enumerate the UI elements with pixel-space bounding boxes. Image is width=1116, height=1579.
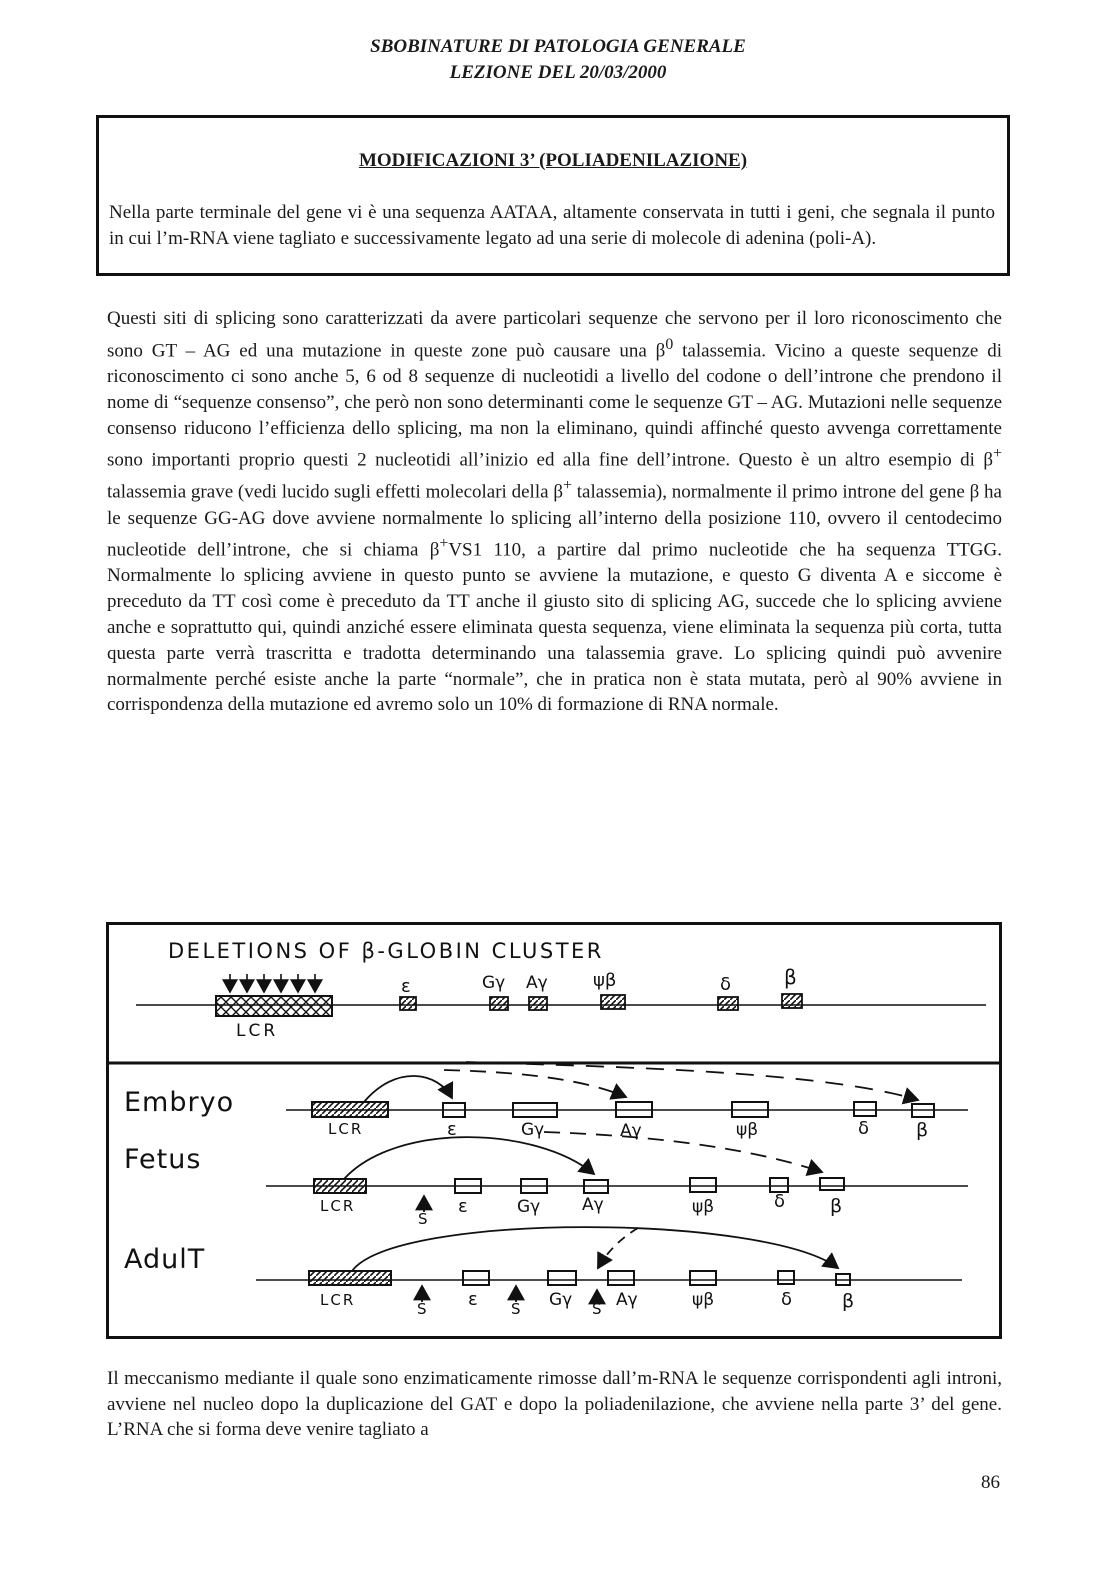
adult-ggamma-label: Gγ — [549, 1290, 573, 1310]
adult-delta-box — [778, 1271, 794, 1284]
top-beta-label: β — [784, 965, 797, 989]
embryo-beta-label: β — [916, 1119, 929, 1141]
top-epsilon-box — [400, 997, 416, 1010]
adult-delta-label: δ — [781, 1289, 793, 1310]
embryo-epsilon-label: ε — [447, 1119, 457, 1140]
adult-psibeta-box — [690, 1271, 716, 1285]
fetus-ggamma-label: Gγ — [517, 1197, 541, 1217]
adult-arrow-gamma — [598, 1228, 638, 1268]
fetus-delta-box — [770, 1178, 788, 1192]
hypersensitive-arrows — [230, 974, 315, 992]
top-epsilon-label: ε — [401, 976, 411, 997]
embryo-arrow-agamma — [444, 1070, 626, 1097]
fetus-lcr-label: LCR — [320, 1197, 356, 1215]
paragraph-meccanismo: Il meccanismo mediante il quale sono enzimaticamente rimosse dall’m-RNA le sequenze corrispondenti agli introni, avviene nel nucleo dopo la duplicazione del GAT e dopo la poliadenilazione, che avviene nella parte 3’ del gene. L’RNA che si forma deve venire tagliato a — [107, 1368, 1002, 1440]
fetus-arrow-beta — [544, 1132, 822, 1172]
embryo-delta-box — [854, 1102, 876, 1116]
fetus-psibeta-box — [690, 1178, 716, 1192]
p1-sup-1: 0 — [665, 335, 674, 353]
adult-arrow-beta — [352, 1227, 838, 1271]
top-psibeta-label: ψβ — [593, 970, 617, 991]
top-psibeta-box — [601, 995, 625, 1009]
figure-title: DELETIONS OF β-GLOBIN CLUSTER — [168, 939, 604, 963]
embryo-psibeta-label: ψβ — [736, 1120, 759, 1140]
top-ggamma-label: Gγ — [482, 973, 506, 993]
embryo-delta-label: δ — [858, 1118, 870, 1139]
fetus-beta-box — [820, 1178, 844, 1190]
p1-text-5: VS1 110, a partire dal primo nucleotide che ha sequenza TTGG. Normalmente lo splicing avviene in questo punto se avviene la mutazione, e questo G diventa A e siccome è preceduto da TT così come è preceduto da TT anche il giusto sito di splicing AG, succede che lo splicing avviene anche e soprattutto qui, quindi anziché essere eliminata questa sequenza, viene eliminata la sequenza più corta, tutta questa parte verrà trascritta e tradotta determinando una talassemia grave. Lo splicing quindi può avvenire normalmente perché esiste anche la parte “normale”, che in pratica non è stata mutata, però al 90% avviene in corrispondenza della mutazione ed avremo solo un 10% di formazione di RNA normale. — [107, 539, 1002, 716]
adult-epsilon-label: ε — [468, 1289, 478, 1310]
box-text: Nella parte terminale del gene vi è una sequenza AATAA, altamente conservata in tutti i geni, che segnala il punto in cui l’m-RNA viene tagliato e successivamente legato ad una serie di molecole di adenina (poli-A). — [109, 202, 995, 249]
top-delta-label: δ — [720, 974, 732, 995]
embryo-ggamma-label: Gγ — [521, 1120, 545, 1140]
p1-sup-2: + — [993, 445, 1002, 463]
fetus-delta-label: δ — [774, 1191, 786, 1212]
embryo-lcr-box — [312, 1102, 388, 1117]
p1-text-2: talassemia. Vicino a queste sequenze di riconoscimento ci sono anche 5, 6 od 8 sequenze di nucleotidi a livello del codone o dell’introne che prendono il nome di “sequenze consenso”, che però non sono determinanti come le sequenze GT – AG. Mutazioni nelle sequenze consenso riducono l’efficienza dello splicing, ma non la eliminano, quindi affinché questo avvenga correttamente sono importanti proprio questi 2 nucleotidi all’inizio ed alla fine dell’introne. Questo è un altro esempio di β — [107, 340, 1003, 471]
fetus-epsilon-label: ε — [458, 1196, 468, 1217]
adult-agamma-label: Aγ — [616, 1290, 638, 1310]
header-date: LEZIONE DEL 20/03/2000 — [449, 62, 667, 83]
adult-epsilon-box — [463, 1271, 489, 1285]
p1-text-1: Questi siti di splicing sono caratterizzati da avere particolari sequenze che servono per il loro riconoscimento che sono GT – AG ed una mutazione in queste zone può causare una β — [107, 308, 1002, 362]
p1-text-3: talassemia grave (vedi lucido sugli effetti molecolari della β — [107, 481, 564, 503]
row-label-adult: AdulT — [124, 1244, 206, 1275]
adult-s-label-2: S — [511, 1300, 521, 1318]
top-ggamma-box — [490, 997, 508, 1010]
adult-lcr-label: LCR — [320, 1291, 356, 1309]
box-title: MODIFICAZIONI 3’ (POLIADENILAZIONE) — [358, 150, 748, 171]
fetus-psibeta-label: ψβ — [692, 1197, 715, 1217]
beta-globin-figure — [106, 922, 1002, 1339]
adult-agamma-box — [608, 1271, 634, 1285]
poliadenilazione-box — [96, 115, 1010, 276]
adult-ggamma-box — [548, 1271, 576, 1285]
top-beta-box — [782, 994, 802, 1008]
row-label-embryo: Embryo — [124, 1087, 235, 1118]
top-agamma-box — [529, 997, 547, 1010]
page-number: 86 — [981, 1472, 1000, 1493]
p1-text-4: talassemia), normalmente il primo introne del gene β ha le sequenze GG-AG dove avviene normalmente lo splicing all’interno della posizione 110, ovvero il centodecimo nucleotide dell’introne, che si chiama β — [107, 481, 1002, 561]
fetus-agamma-label: Aγ — [582, 1195, 604, 1215]
top-agamma-label: Aγ — [526, 973, 548, 993]
adult-lcr-box — [309, 1271, 391, 1285]
embryo-arrow-beta — [466, 1062, 918, 1100]
adult-beta-label: β — [842, 1290, 855, 1312]
embryo-lcr-label: LCR — [328, 1120, 364, 1138]
header-title: SBOBINATURE DI PATOLOGIA GENERALE — [370, 36, 746, 57]
fetus-beta-label: β — [830, 1195, 843, 1217]
top-delta-box — [718, 997, 738, 1010]
top-lcr-label: LCR — [236, 1021, 279, 1041]
adult-s-label-3: S — [592, 1300, 602, 1318]
paragraph-splicing — [107, 306, 1002, 718]
row-label-fetus: Fetus — [124, 1144, 202, 1175]
fetus-s-label: S — [418, 1210, 428, 1228]
top-lcr-box — [216, 996, 332, 1016]
beta-globin-diagram — [106, 922, 1002, 1339]
adult-s-label-1: S — [417, 1300, 427, 1318]
p1-sup-4: + — [439, 535, 449, 553]
embryo-agamma-label: Aγ — [620, 1121, 642, 1141]
p1-sup-3: + — [563, 477, 572, 495]
adult-psibeta-label: ψβ — [692, 1290, 715, 1310]
embryo-arrow-epsilon — [364, 1076, 452, 1102]
fetus-lcr-box — [314, 1179, 366, 1193]
fetus-arrow-agamma — [344, 1137, 594, 1179]
